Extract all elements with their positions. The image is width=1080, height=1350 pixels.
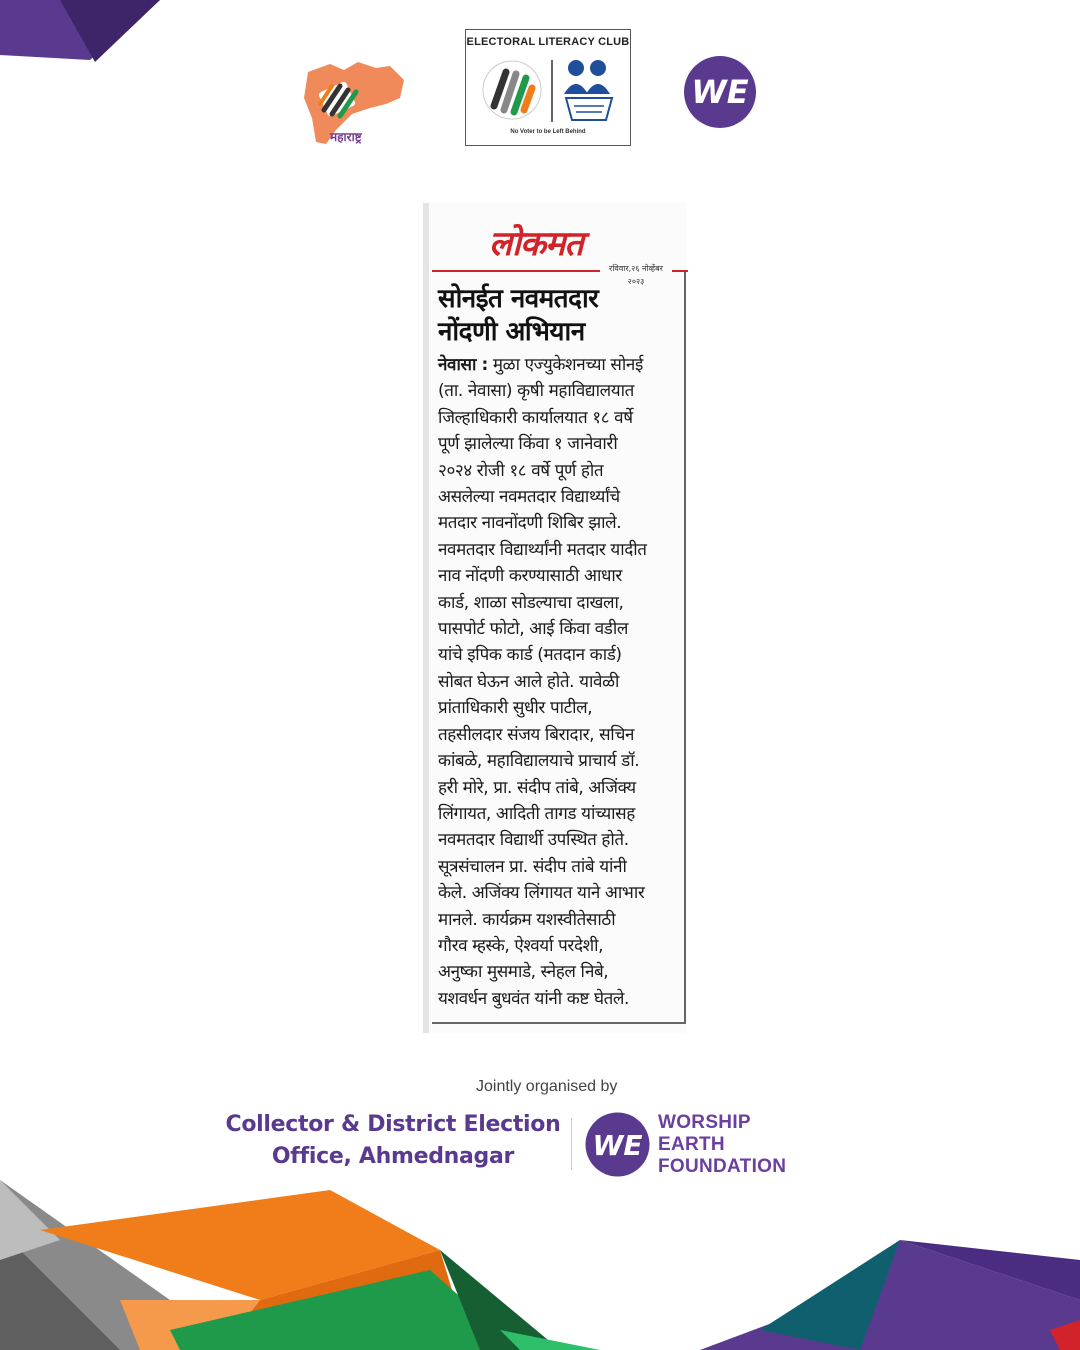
article-line-text: मुळा एज्युकेशनच्या सोनई [487,355,643,375]
article-line: हरी मोरे, प्रा. संदीप तांबे, अजिंक्य [438,777,636,798]
we-logo-text: WE [592,1129,643,1162]
collector-line: Office, Ahmednagar [271,1144,515,1169]
article-line: मानले. कार्यक्रम यशस्वीतेसाठी [438,909,616,930]
newspaper-masthead: लोकमत [489,224,583,264]
article-headline [438,283,638,349]
article-line: प्रांताधिकारी सुधीर पाटील, [438,698,593,719]
article-line: नवमतदार विद्यार्थ्यांनी मतदार यादीत [438,539,647,560]
headline-line: सोनईत नवमतदार [438,284,599,314]
article-line: कांबळे, महाविद्यालयाचे प्राचार्य डॉ. [438,751,640,772]
article-line: २०२४ रोजी १८ वर्षे पूर्ण होत [438,460,604,481]
foundation-name [658,1112,786,1178]
jointly-organised-label: Jointly organised by [476,1078,618,1095]
foundation-line: WORSHIP [658,1112,751,1133]
electoral-literacy-club-logo [465,29,631,146]
article-line: मतदार नावनोंदणी शिबिर झाले. [438,513,622,534]
article-line: यशवर्धन बुधवंत यांनी कष्ट घेतले. [438,988,630,1009]
article-line: नवमतदार विद्यार्थी उपस्थित होते. [438,830,629,851]
article-line: नाव नोंदणी करण्यासाठी आधार [438,566,622,587]
voter-icon [478,54,620,128]
article-line: (ता. नेवासा) कृषी महाविद्यालयात [438,381,634,402]
we-logo-icon [683,55,757,129]
article-line: सूत्रसंचालन प्रा. संदीप तांबे यांनी [438,856,627,877]
article-line: यांचे इपिक कार्ड (मतदान कार्ड) [438,645,622,666]
article-dateline-place: नेवासा : [438,355,488,375]
article-line: अनुष्का मुसमाडे, स्नेहल निबे, [438,962,609,983]
date-line-1: रविवार,२६ नोव्हेंबर [609,264,663,273]
column-bottom-rule [432,1022,686,1024]
column-rule [684,272,686,1024]
article-line: लिंगायत, आदिती तागड यांच्यासह [438,803,635,824]
article-line: पासपोर्ट फोटो, आई किंवा वडील [438,619,628,640]
article-line: तहसीलदार संजय बिरादार, सचिन [438,724,635,745]
elc-tagline: No Voter to be Left Behind [510,129,586,135]
collector-line: Collector & District Election [225,1112,561,1137]
collector-office-name [225,1109,561,1173]
article-line: केले. अजिंक्य लिंगायत याने आभार [438,883,645,904]
article-line: असलेल्या नवमतदार विद्यार्थ्यांचे [438,487,620,508]
article-line: कार्ड, शाळा सोडल्याचा दाखला, [438,592,624,613]
headline-line: नोंदणी अभियान [438,317,585,347]
foundation-line: EARTH [658,1134,725,1155]
footer-divider [571,1118,572,1170]
article-line: पूर्ण झालेल्या किंवा १ जानेवारी [438,434,618,455]
date-line-2: २०२३ [627,277,645,286]
maharashtra-label: महाराष्ट्र [330,130,362,144]
foundation-line: FOUNDATION [658,1156,787,1177]
article-body [438,352,678,1012]
article-line [438,352,678,378]
article-line: गौरव म्हस्के, ऐश्वर्या परदेशी, [438,935,604,956]
we-logo-text: WE [691,73,749,111]
article-line: सोबत घेऊन आले होते. यावेळी [438,671,619,692]
we-logo-icon [584,1111,651,1178]
article-line: जिल्हाधिकारी कार्यालयात १८ वर्षे [438,407,633,428]
elc-title: ELECTORAL LITERACY CLUB [466,36,630,48]
